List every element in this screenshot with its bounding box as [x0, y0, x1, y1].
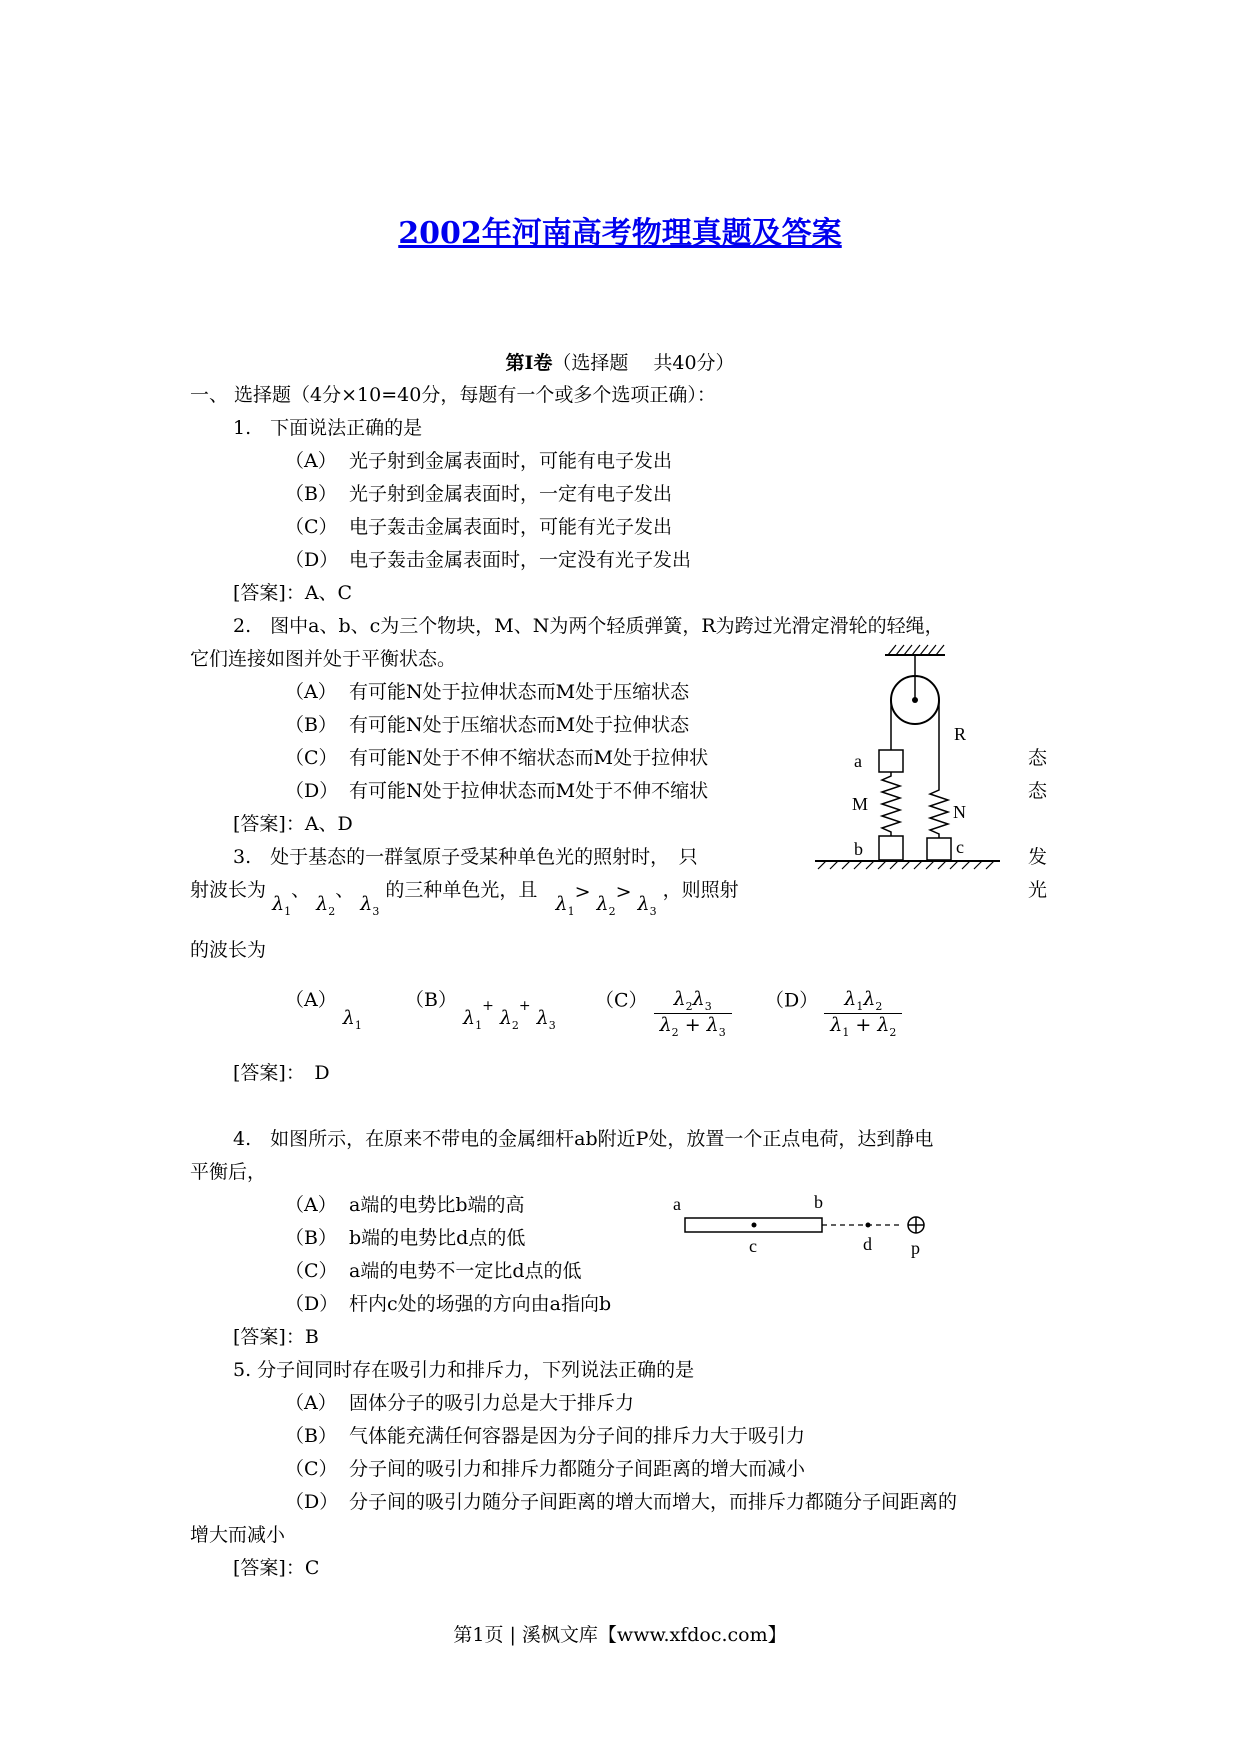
q2-option-d: （D） 有可能N处于拉伸状态而M处于不伸不缩状	[285, 780, 709, 802]
document-title[interactable]: 2002年河南高考物理真题及答案	[398, 216, 842, 251]
q1-option-c: （C） 电子轰击金属表面时，可能有光子发出	[285, 516, 673, 538]
q1-option-b: （B） 光子射到金属表面时，一定有电子发出	[285, 483, 673, 505]
q3-option-a: （A） $\lambda_1$	[285, 989, 362, 1032]
q4-option-c: （C） a端的电势不一定比d点的低	[285, 1260, 582, 1282]
q4-stem-line1: 4. 如图所示，在原来不带电的金属细杆ab附近P处，放置一个正点电荷，达到静电	[233, 1128, 934, 1150]
q3-stem-a-tail: 发	[1028, 846, 1048, 868]
label-rod-b: b	[814, 1192, 823, 1212]
q4-option-d: （D） 杆内c处的场强的方向由a指向b	[285, 1293, 612, 1315]
q2-option-d-tail: 态	[1028, 780, 1048, 802]
q2-answer: [答案]：A、D	[233, 813, 353, 835]
q3-option-c: （C） $\frac{\lambda_2\lambda_3}{\lambda_2 + \lambda_3}$	[595, 976, 732, 1027]
q4-stem-line2: 平衡后，	[190, 1161, 267, 1183]
q5-option-a: （A） 固体分子的吸引力总是大于排斥力	[285, 1392, 635, 1414]
label-rod-a: a	[673, 1194, 681, 1214]
section-heading: 一、 选择题（4分×10=40分，每题有一个或多个选项正确）：	[190, 384, 716, 406]
q2-option-b: （B） 有可能N处于压缩状态而M处于拉伸状态	[285, 714, 690, 736]
label-b: b	[854, 839, 863, 859]
label-m: M	[852, 794, 869, 814]
q2-option-c: （C） 有可能N处于不伸不缩状态而M处于拉伸状	[285, 747, 709, 769]
q1-answer: [答案]：A、C	[233, 582, 353, 604]
label-rod-d: d	[863, 1234, 872, 1254]
part-heading-bold: 第Ⅰ卷	[505, 352, 553, 374]
q5-answer: [答案]：C	[233, 1557, 320, 1579]
q3-option-d: （D） $\frac{\lambda_1\lambda_2}{\lambda_1 + \lambda_2}$	[765, 976, 902, 1027]
q5-option-b: （B） 气体能充满任何容器是因为分子间的排斥力大于吸引力	[285, 1425, 806, 1447]
q5-stem: 5. 分子间同时存在吸引力和排斥力，下列说法正确的是	[233, 1359, 695, 1381]
q5-option-c: （C） 分子间的吸引力和排斥力都随分子间距离的增大而减小	[285, 1458, 806, 1480]
q3-stem-c: 的波长为	[190, 939, 267, 961]
label-n: N	[953, 802, 966, 822]
label-c: c	[956, 837, 964, 857]
q4-answer: [答案]：B	[233, 1326, 319, 1348]
q3-option-b: （B） $\lambda_1^+$ $\lambda_2^+$ $\lambda_3$	[405, 989, 556, 1032]
q1-option-a: （A） 光子射到金属表面时，可能有电子发出	[285, 450, 673, 472]
q5-option-d: （D） 分子间的吸引力随分子间距离的增大而增大，而排斥力都随分子间距离的	[285, 1491, 958, 1513]
rod-charge-figure	[670, 1188, 960, 1258]
q3-stem-b: 射波长为 $\lambda_1$、 $\lambda_2$、 $\lambda_3$ 的三种单色光，且 $\lambda_1> \lambda_2> \lambda_3$ ，则照射	[190, 879, 739, 918]
page-footer: 第1页 | 溪枫文库【www.xfdoc.com】	[453, 1624, 787, 1646]
label-r: R	[954, 724, 967, 744]
q2-option-a: （A） 有可能N处于拉伸状态而M处于压缩状态	[285, 681, 690, 703]
part-heading-rest: （选择题 共40分）	[552, 352, 735, 374]
q5-option-d-continuation: 增大而减小	[190, 1524, 286, 1546]
part-heading	[0, 348, 1240, 375]
q4-option-b: （B） b端的电势比d点的低	[285, 1227, 526, 1249]
q3-answer: [答案]： D	[233, 1062, 330, 1084]
label-a: a	[854, 751, 862, 771]
q3-stem-b-tail: 光	[1028, 879, 1048, 901]
q3-stem-a: 3. 处于基态的一群氢原子受某种单色光的照射时， 只	[233, 846, 698, 868]
q2-stem-line1: 2. 图中a、b、c为三个物块，M、N为两个轻质弹簧，R为跨过光滑定滑轮的轻绳，	[233, 615, 944, 637]
q4-option-a: （A） a端的电势比b端的高	[285, 1194, 525, 1216]
q2-stem-line2: 它们连接如图并处于平衡状态。	[190, 648, 457, 670]
q1-option-d: （D） 电子轰击金属表面时，一定没有光子发出	[285, 549, 692, 571]
q1-stem: 1. 下面说法正确的是	[233, 417, 423, 439]
label-rod-c: c	[749, 1236, 757, 1256]
spring-pulley-figure	[810, 640, 1010, 910]
q2-option-c-tail: 态	[1028, 747, 1048, 769]
label-rod-p: p	[911, 1238, 920, 1258]
